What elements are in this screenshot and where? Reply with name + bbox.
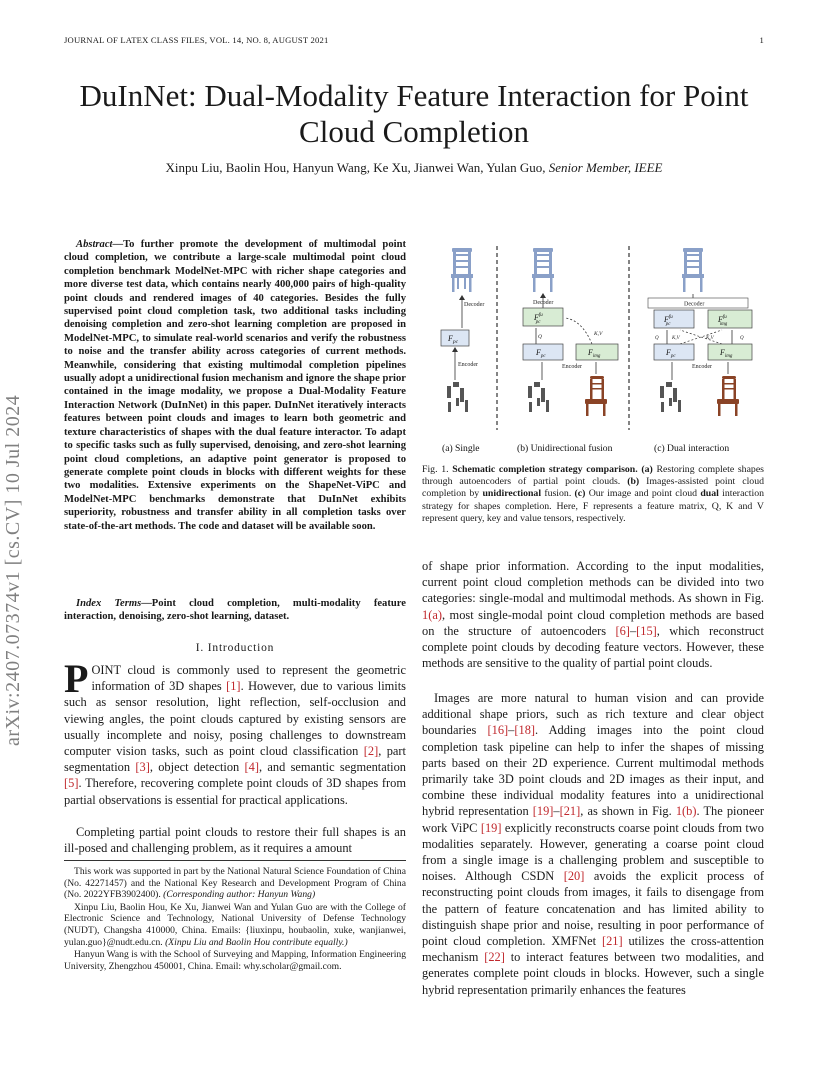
author-role: Senior Member, IEEE	[548, 160, 663, 175]
body-text: –	[629, 623, 637, 638]
body-text: , which reconstruct complete point clouds by decoding feature vectors. However, these methods are sensitive to the quality of partial point clouds.	[422, 623, 764, 671]
panel-single	[441, 248, 484, 412]
feature-label: $F_{pc}$	[448, 334, 459, 345]
citation-link[interactable]: [22]	[484, 950, 505, 965]
fused-feature-box	[523, 308, 563, 326]
caption-text: fusion.	[541, 488, 575, 500]
citation-link[interactable]: [1]	[226, 679, 241, 694]
citation-link[interactable]: [19]	[532, 804, 554, 819]
intro-text: , part segmentation	[64, 744, 406, 775]
fused-feature-box-pc	[654, 310, 694, 328]
figure-link[interactable]: 1(b)	[675, 804, 697, 819]
caption-text: Our image and point cloud	[585, 488, 701, 500]
citation-link[interactable]: [4]	[244, 760, 259, 775]
citation-link[interactable]: [20]	[563, 869, 585, 884]
body-text: , as shown in Fig.	[580, 804, 676, 819]
running-header	[64, 35, 764, 45]
caption-label: (b)	[627, 476, 640, 488]
footnote-italic: (Corresponding author: Hanyun Wang)	[163, 889, 316, 901]
footnote-divider	[64, 860, 406, 861]
caption-text: Images-assisted point cloud completion by	[422, 476, 764, 500]
caption-label: (c)	[574, 488, 586, 500]
feature-label: $F_{pc}$	[536, 348, 546, 359]
query-label: Q	[538, 334, 542, 340]
body-text: Images are more natural to human vision and can provide additional shape priors, such as rich texture and clear object boundaries	[422, 691, 764, 738]
section-heading: I. Introduction	[195, 642, 275, 654]
caption-text: Restoring complete shapes through autoencoders of partial point clouds.	[422, 464, 764, 488]
subfig-label-c: (c) Dual interaction	[654, 443, 730, 454]
intro-text: , object detection	[149, 760, 245, 775]
arrow-head	[459, 295, 465, 300]
subfig-label-a: (a) Single	[442, 443, 480, 454]
partial-chair-icon	[660, 382, 681, 412]
footnotes	[64, 866, 406, 973]
footnote-text: This work was supported in part by the National Natural Science Foundation of China (No. 42271457) and the National Key Research and Development Program of China (No. 2022YFB3902400).	[64, 866, 406, 901]
footnote-funding	[64, 866, 406, 901]
partial-chair-icon	[447, 382, 468, 412]
caption-bold: unidirectional	[482, 488, 542, 500]
abstract-text: —To further promote the development of multimodal point cloud completion, we contribute a large-scale multimodal point cloud completion benchmark ModelNet-MPC with richer shape categories and more diverse test data, which contains nearly 400,000 pairs of high-quality point clouds and rendered images of 40 categories. Besides the fully supervised point cloud completion task, two additional tasks including denoising completion and zero-shot learning completion are proposed in ModelNet-MPC, to simulate real-world scenarios and verify the robustness to noise and the transfer ability across categories of current methods. Meanwhile, considering that existing multimodal completion pipelines usually adopt a unidirectional fusion mechanism and ignore the shape prior contained in the image modality, we propose a Dual-Modality Feature Interaction Network (DuInNet) in this paper. DuInNet iteratively interacts features between point clouds and images to learn both geometric and texture characteristics of shapes with the dual feature interactor. To adapt to specific tasks such as fully supervised, denoising, and zero-shot learning point cloud completions, an adaptive point generator is proposed to generate complete point clouds in blocks with different weights for these two modalities. Extensive experiments on the ShapeNet-ViPC and ModelNet-MPC benchmarks demonstrate that DuInNet exhibits superiority, robustness and transfer ability in all completion tasks over state-of-the-art methods. The code and dataset will be available soon.	[64, 239, 406, 532]
complete-chair-icon	[682, 248, 704, 292]
body-text: avoids the explicit process of reconstructing point clouds from images, it fails to disengage from the pattern of feature concatenation and has limited ability to distinguish shape prior and noise, resulting in poor performance of point cloud completion. XMFNet	[422, 869, 764, 949]
authors: Xinpu Liu, Baolin Hou, Hanyun Wang, Ke Xu, Jianwei Wan, Yulan Guo,	[165, 160, 546, 175]
panel-dual	[648, 248, 752, 416]
complete-chair-icon	[451, 248, 473, 292]
caption-label: (a)	[641, 464, 653, 475]
arxiv-watermark: arXiv:2407.07374v1 [cs.CV] 10 Jul 2024	[2, 394, 24, 746]
body-text: to interact features between two modalities, and generates complete point clouds in blocks. However, such a single hybrid representation primarily enhances the features	[422, 950, 764, 997]
citation-link[interactable]: [15]	[636, 623, 657, 638]
feature-label: $F^{fu}$ pc	[534, 313, 543, 325]
feature-label: $F_{pc}$	[666, 348, 676, 359]
figure-caption	[422, 464, 764, 525]
footnote-affiliation-2: Hanyun Wang is with the School of Surveying and Mapping, Information Engineering University, Zhengzhou 450001, China. Email: why.scholar@gmail.com.	[64, 949, 406, 972]
figure-diagram	[422, 240, 764, 458]
citation-link[interactable]: [21]	[601, 934, 623, 949]
decoder-label: Decoder	[533, 300, 554, 306]
caption-bold: Schematic completion strategy comparison.	[452, 464, 638, 475]
citation-link[interactable]: [21]	[559, 804, 581, 819]
body-text: . Adding images into the point cloud completion task pipeline can help to infer the shapes of missing parts based on their 2D experience. Current multimodal methods primarily take 3D point clouds and 2D images as their input, and combine these individual modality features into a unidirectional hybrid representation	[422, 723, 764, 819]
body-text: –	[508, 723, 515, 738]
body-text: explicitly reconstructs coarse point clouds from two modalities separately. However, generating a coarse point cloud from a single image is a challenging problem and susceptible to noises. Although CSDN	[422, 820, 764, 884]
citation-link[interactable]: [16]	[487, 723, 509, 738]
kv-label: K,V	[594, 331, 603, 337]
right-paragraph-1	[422, 558, 764, 671]
citation-link[interactable]: [5]	[64, 776, 79, 791]
paper-title: DuInNet: Dual-Modality Feature Interaction for Point Cloud Completion	[79, 78, 749, 149]
encoder-label: Encoder	[692, 364, 712, 370]
abstract	[64, 238, 406, 533]
citation-link[interactable]: [2]	[363, 744, 379, 759]
journal-name: JOURNAL OF LATEX CLASS FILES, VOL. 14, NO. 8, AUGUST 2021	[64, 35, 329, 45]
body-text: utilizes the cross-attention mechanism	[422, 934, 764, 965]
figure-link[interactable]: 1(a)	[422, 607, 442, 622]
body-text: , most single-modal point cloud completion methods are based on the structure of autoencoders	[422, 607, 764, 638]
abstract-label: Abstract	[76, 239, 113, 250]
feature-label: $F^{fu}$ img	[718, 315, 728, 327]
query-label: Q	[655, 336, 659, 341]
partial-chair-icon	[528, 382, 549, 412]
citation-link[interactable]: [6]	[615, 623, 630, 638]
encoder-label: Encoder	[562, 364, 582, 370]
intro-text: OINT cloud is commonly used to represent the geometric information of 3D shapes	[91, 663, 406, 694]
caption-bold: dual	[700, 488, 719, 500]
caption-lead: Fig. 1.	[422, 464, 449, 475]
arrow-head	[540, 293, 546, 298]
citation-link[interactable]: [18]	[514, 723, 536, 738]
footnote-text: Xinpu Liu, Baolin Hou, Ke Xu, Jianwei Wan and Yulan Guo are with the College of Electronic Science and Technology, National University of Defense Technology (NUDT), Changsha 410000, China. Emails: {liuxinpu, houbaolin, xuke, wanjianwei, yulan.guo}@nudt.edu.cn.	[64, 901, 406, 948]
body-text: of shape prior information. According to the input modalities, current point cloud completion methods can be divided into two categories: single-modal and multimodal methods. As shown in Fig.	[422, 559, 764, 606]
complete-chair-icon	[532, 248, 554, 292]
citation-link[interactable]: [19]	[480, 820, 502, 835]
feature-label: $F^{fu}$ pc	[664, 315, 673, 327]
encoder-label: Encoder	[458, 362, 478, 368]
footnote-affiliation	[64, 902, 406, 948]
body-text: . The pioneer work ViPC	[422, 804, 765, 835]
index-terms-label: Index Terms	[76, 598, 142, 609]
arrow-head	[452, 347, 458, 352]
decoder-label: Decoder	[464, 302, 485, 308]
index-terms-text: —Point cloud completion, multi-modality feature interaction, denoising, zero-shot learning, dataset.	[64, 598, 406, 623]
kv-arrow	[565, 318, 592, 344]
footnote-italic: (Xinpu Liu and Baolin Hou contribute equally.)	[165, 936, 348, 948]
index-terms	[64, 597, 406, 624]
feature-label: $F_{img}$	[588, 348, 601, 359]
chair-image-icon	[585, 376, 607, 416]
panel-unidirectional	[523, 248, 618, 416]
citation-link[interactable]: [3]	[135, 760, 150, 775]
intro-text: , and semantic segmentation	[258, 760, 406, 775]
intro-paragraph-1	[64, 656, 406, 808]
intro-text: . Therefore, recovering complete point clouds of 3D shapes from partial observations is essential for practical applications.	[64, 776, 406, 807]
figure-1	[422, 240, 764, 458]
subfig-label-b: (b) Unidirectional fusion	[517, 443, 613, 454]
intro-text: . However, due to various limits such as sensor resolution, light reflection, self-occlusion and viewing angles, the point clouds captured by existing sensors are usually incomplete and noisy, posing challenges to downstream computer vision tasks, such as point cloud classification	[64, 679, 406, 759]
fused-feature-box-img	[708, 310, 752, 328]
feature-label: $F_{img}$	[720, 348, 733, 359]
chair-image-icon	[717, 376, 739, 416]
kv-label: K,V	[672, 336, 680, 341]
page-number: 1	[759, 35, 764, 45]
right-paragraph-2	[422, 690, 764, 998]
body-text: –	[553, 804, 560, 819]
caption-text: interaction strategy for shapes completion. Here, F represents a feature matrix, Q, K and V represent query, key and value tensors, respectively.	[422, 488, 765, 524]
decoder-label: Decoder	[684, 301, 705, 308]
kv-label: K,V	[706, 336, 714, 341]
query-label: Q	[740, 336, 744, 341]
drop-cap: P	[64, 656, 89, 701]
intro-paragraph-2: Completing partial point clouds to restore their full shapes is an ill-posed and challenging problem, as it requires a amount	[64, 825, 406, 856]
author-list	[64, 160, 764, 176]
